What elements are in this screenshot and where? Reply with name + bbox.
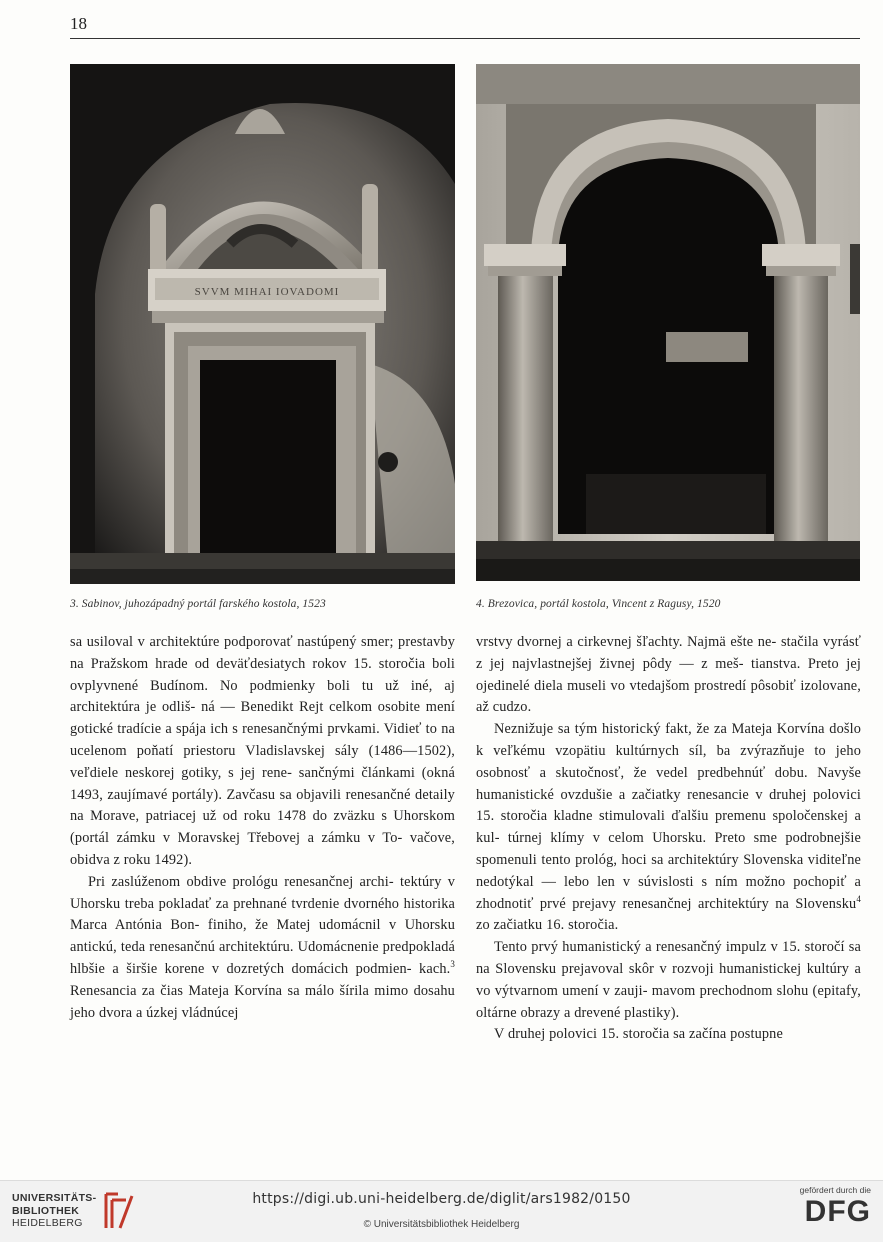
dfg-logo: DFG	[804, 1195, 871, 1228]
permalink-url[interactable]: https://digi.ub.uni-heidelberg.de/diglit/ars1982/0150	[252, 1191, 631, 1207]
paragraph: sa usiloval v architektúre podporovať nastúpený smer; prestavby na Pražskom hrade od deväťdesiatych rokov 15. storočia boli ovplyvnené Budínom. No podmienky boli tu už iné, aj architektúra je odliš- ná — Benedikt Rejt celkom osobite mení gotické tradície a spája ich s renesančnými prvkami. Vidieť to na ucelenom poňatí priestoru Vladislavskej sály (1486—1502), veľdiele neskorej gotiky, s jej rene- sančnými článkami (okná 1493, zaujímavé portály). Zavčasu sa objavili renesančné detaily na Morave, patriacej už od roku 1478 do zväzku s Uhorskom (portál zámku v Moravskej Třebovej a zámku v To- vačove, obidva z roku 1492).	[70, 634, 455, 868]
funder-block[interactable]	[800, 1185, 871, 1229]
paragraph: vrstvy dvornej a cirkevnej šľachty. Najmä ešte ne- stačila vyrásť z jej najvlastnejšej živnej pôdy — z meš- tianstva. Preto jej ojedinelé diela museli vo vtedajšom prostredí pôsobiť izolovane, až cudzo.	[476, 634, 861, 716]
institution-line: HEIDELBERG	[12, 1217, 83, 1230]
paragraph: Neznižuje sa tým historický fakt, že za Mateja Korvína došlo k veľkému vzopätiu kultúrnych síl, ba zvýrazňuje to jeho osobnosť a skutočnosť, že vedel predbehnúť dobu. Navyše humanistické ovzdušie a začiatky renesancie v druhej polovici 15. storočia kladne stimulovali ďalšiu premenu spoločenskej a kul- túrnej klímy v celom Uhorsku. Preto sme podrobnejšie spomenuli tento prológ, hoci sa architektúry Slovenska viditeľne nedotýkal — lebo len v súvislosti s ním možno pochopiť a zhodnotiť prvé prejavy renesančnej architektúry na Slovensku$^4$ zo začiatku 16. storočia.	[476, 721, 861, 934]
page-number: 18	[70, 14, 87, 33]
paragraph: V druhej polovici 15. storočia sa začína postupne	[494, 1026, 783, 1043]
paragraph: Tento prvý humanistický a renesančný impulz v 15. storočí sa na Slovensku prejavoval skôr v rozvoji humanistickej kultúry a vo výtvarnom umení v zauji- mavom prechodnom slohu (epitafy, oltárne obrazy a drevené plastiky).	[476, 939, 861, 1021]
funded-by-label: gefördert durch die	[799, 1185, 871, 1195]
footnote-ref[interactable]: 3	[450, 959, 455, 970]
header-rule	[70, 38, 860, 39]
copyright-notice: © Universitätsbibliothek Heidelberg	[363, 1219, 520, 1230]
figure-4-caption: 4. Brezovica, portál kostola, Vincent z Ragusy, 1520	[476, 598, 721, 610]
figure-3-photo	[70, 64, 455, 584]
paragraph: Pri zaslúženom obdive prológu renesančnej archi- tektúry v Uhorsku treba pokladať za prehnané tvrdenie dvorného historika Marca Antónia Bon- finiho, že Matej udomácnil v Uhorsku antickú, teda renesančnú architektúru. Udomácnenie predpokladá hlbšie a širšie korene v dozretých domácich podmien- kach.$^3$ Renesancia za čias Mateja Korvína sa málo šírila mimo dosahu jeho dvora a úzkej vládnúcej	[70, 873, 455, 1021]
institution-line: UNIVERSITÄTS-	[12, 1192, 97, 1205]
institution-line: BIBLIOTHEK	[12, 1204, 80, 1217]
text-column-right	[476, 632, 861, 1046]
footnote-ref[interactable]: 4	[856, 893, 861, 904]
viewer-footer	[0, 1180, 883, 1242]
figure-3-caption: 3. Sabinov, juhozápadný portál farského kostola, 1523	[70, 598, 326, 610]
figure-4-photo	[476, 64, 860, 581]
portal-inscription: SVVM MIHAI IOVADOMI	[194, 286, 340, 298]
text-column-left	[70, 632, 455, 1024]
